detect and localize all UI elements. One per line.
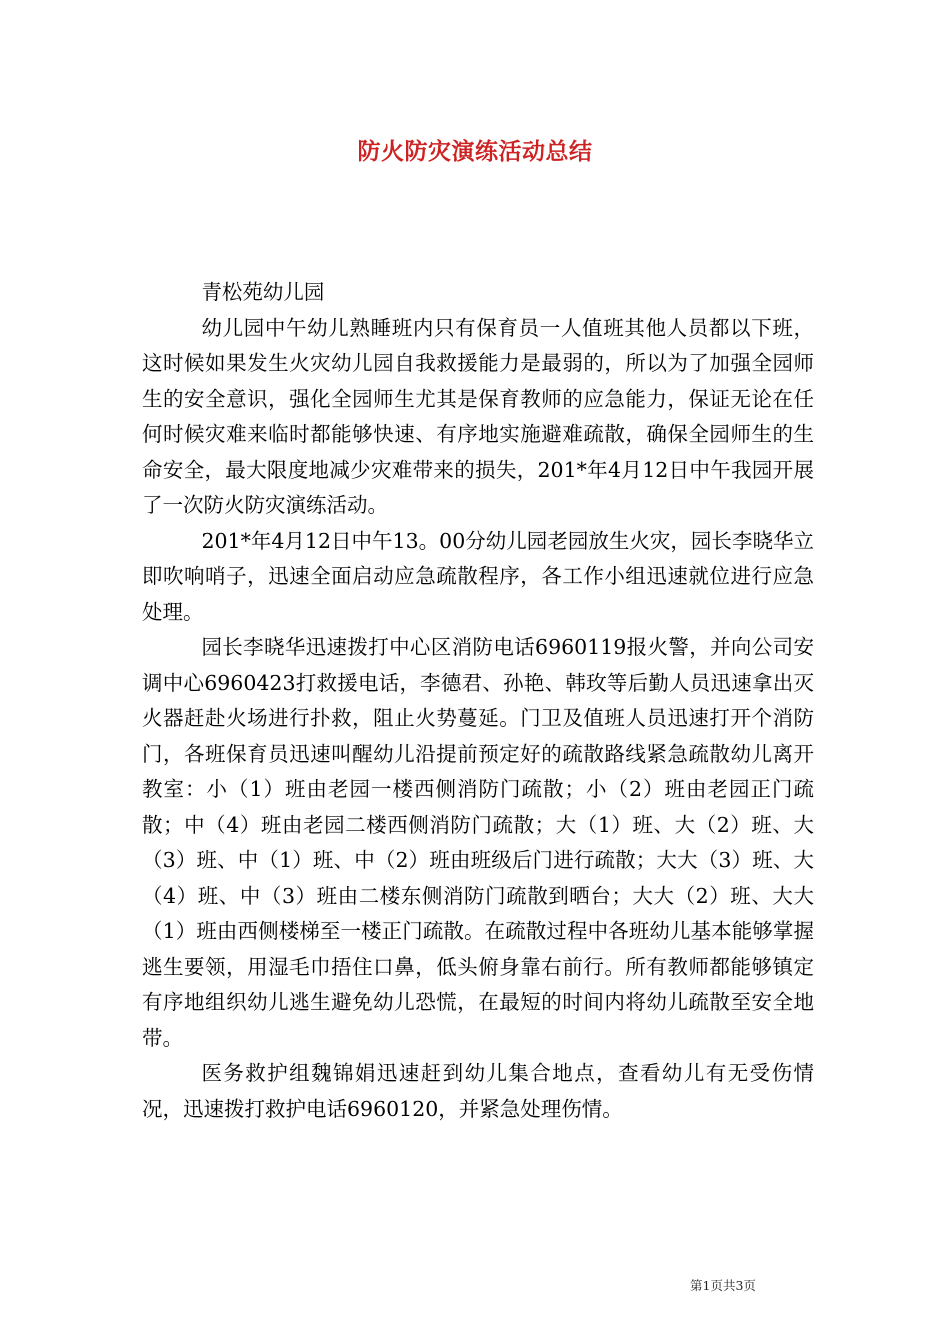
page-number: 第1页共3页 [690, 1278, 756, 1293]
paragraph-background: 幼儿园中午幼儿熟睡班内只有保育员一人值班其他人员都以下班，这时候如果发生火灾幼儿园自我救援能力是最弱的，所以为了加强全园师生的安全意识，强化全园师生尤其是保育教师的应急能力，保证无论在任何时候灾难来临时都能够快速、有序地实施避难疏散，确保全园师生的生命安全，最大限度地减少灾难带来的损失，201*年4月12日中午我园开展了一次防火防灾演练活动。 [142, 315, 814, 517]
document-body [142, 275, 814, 1127]
paragraph-fire-start: 201*年4月12日中午13。00分幼儿园老园放生火灾，园长李晓华立即吹响哨子，迅速全面启动应急疏散程序，各工作小组迅速就位进行应急处理。 [142, 528, 814, 624]
paragraph-evacuation: 园长李晓华迅速拨打中心区消防电话6960119报火警，并向公司安调中心6960423打救援电话，李德君、孙艳、韩玫等后勤人员迅速拿出灭火器赶赴火场进行扑救，阻止火势蔓延。门卫及值班人员迅速打开个消防门，各班保育员迅速叫醒幼儿沿提前预定好的疏散路线紧急疏散幼儿离开教室：小（1）班由老园一楼西侧消防门疏散；小（2）班由老园正门疏散；中（4）班由老园二楼西侧消防门疏散；大（1）班、大（2）班、大（3）班、中（1）班、中（2）班由班级后门进行疏散；大大（3）班、大（4）班、中（3）班由二楼东侧消防门疏散到晒台；大大（2）班、大大（1）班由西侧楼梯至一楼正门疏散。在疏散过程中各班幼儿基本能够掌握逃生要领，用湿毛巾捂住口鼻，低头俯身靠右前行。所有教师都能够镇定有序地组织幼儿逃生避免幼儿恐慌，在最短的时间内将幼儿疏散至安全地带。 [142, 635, 814, 1050]
document-title: 防火防灾演练活动总结 [357, 138, 593, 165]
paragraph-organization: 青松苑幼儿园 [201, 280, 325, 304]
paragraph-medical: 医务救护组魏锦娟迅速赶到幼儿集合地点，查看幼儿有无受伤情况，迅速拨打救护电话6960120，并紧急处理伤情。 [142, 1061, 814, 1121]
